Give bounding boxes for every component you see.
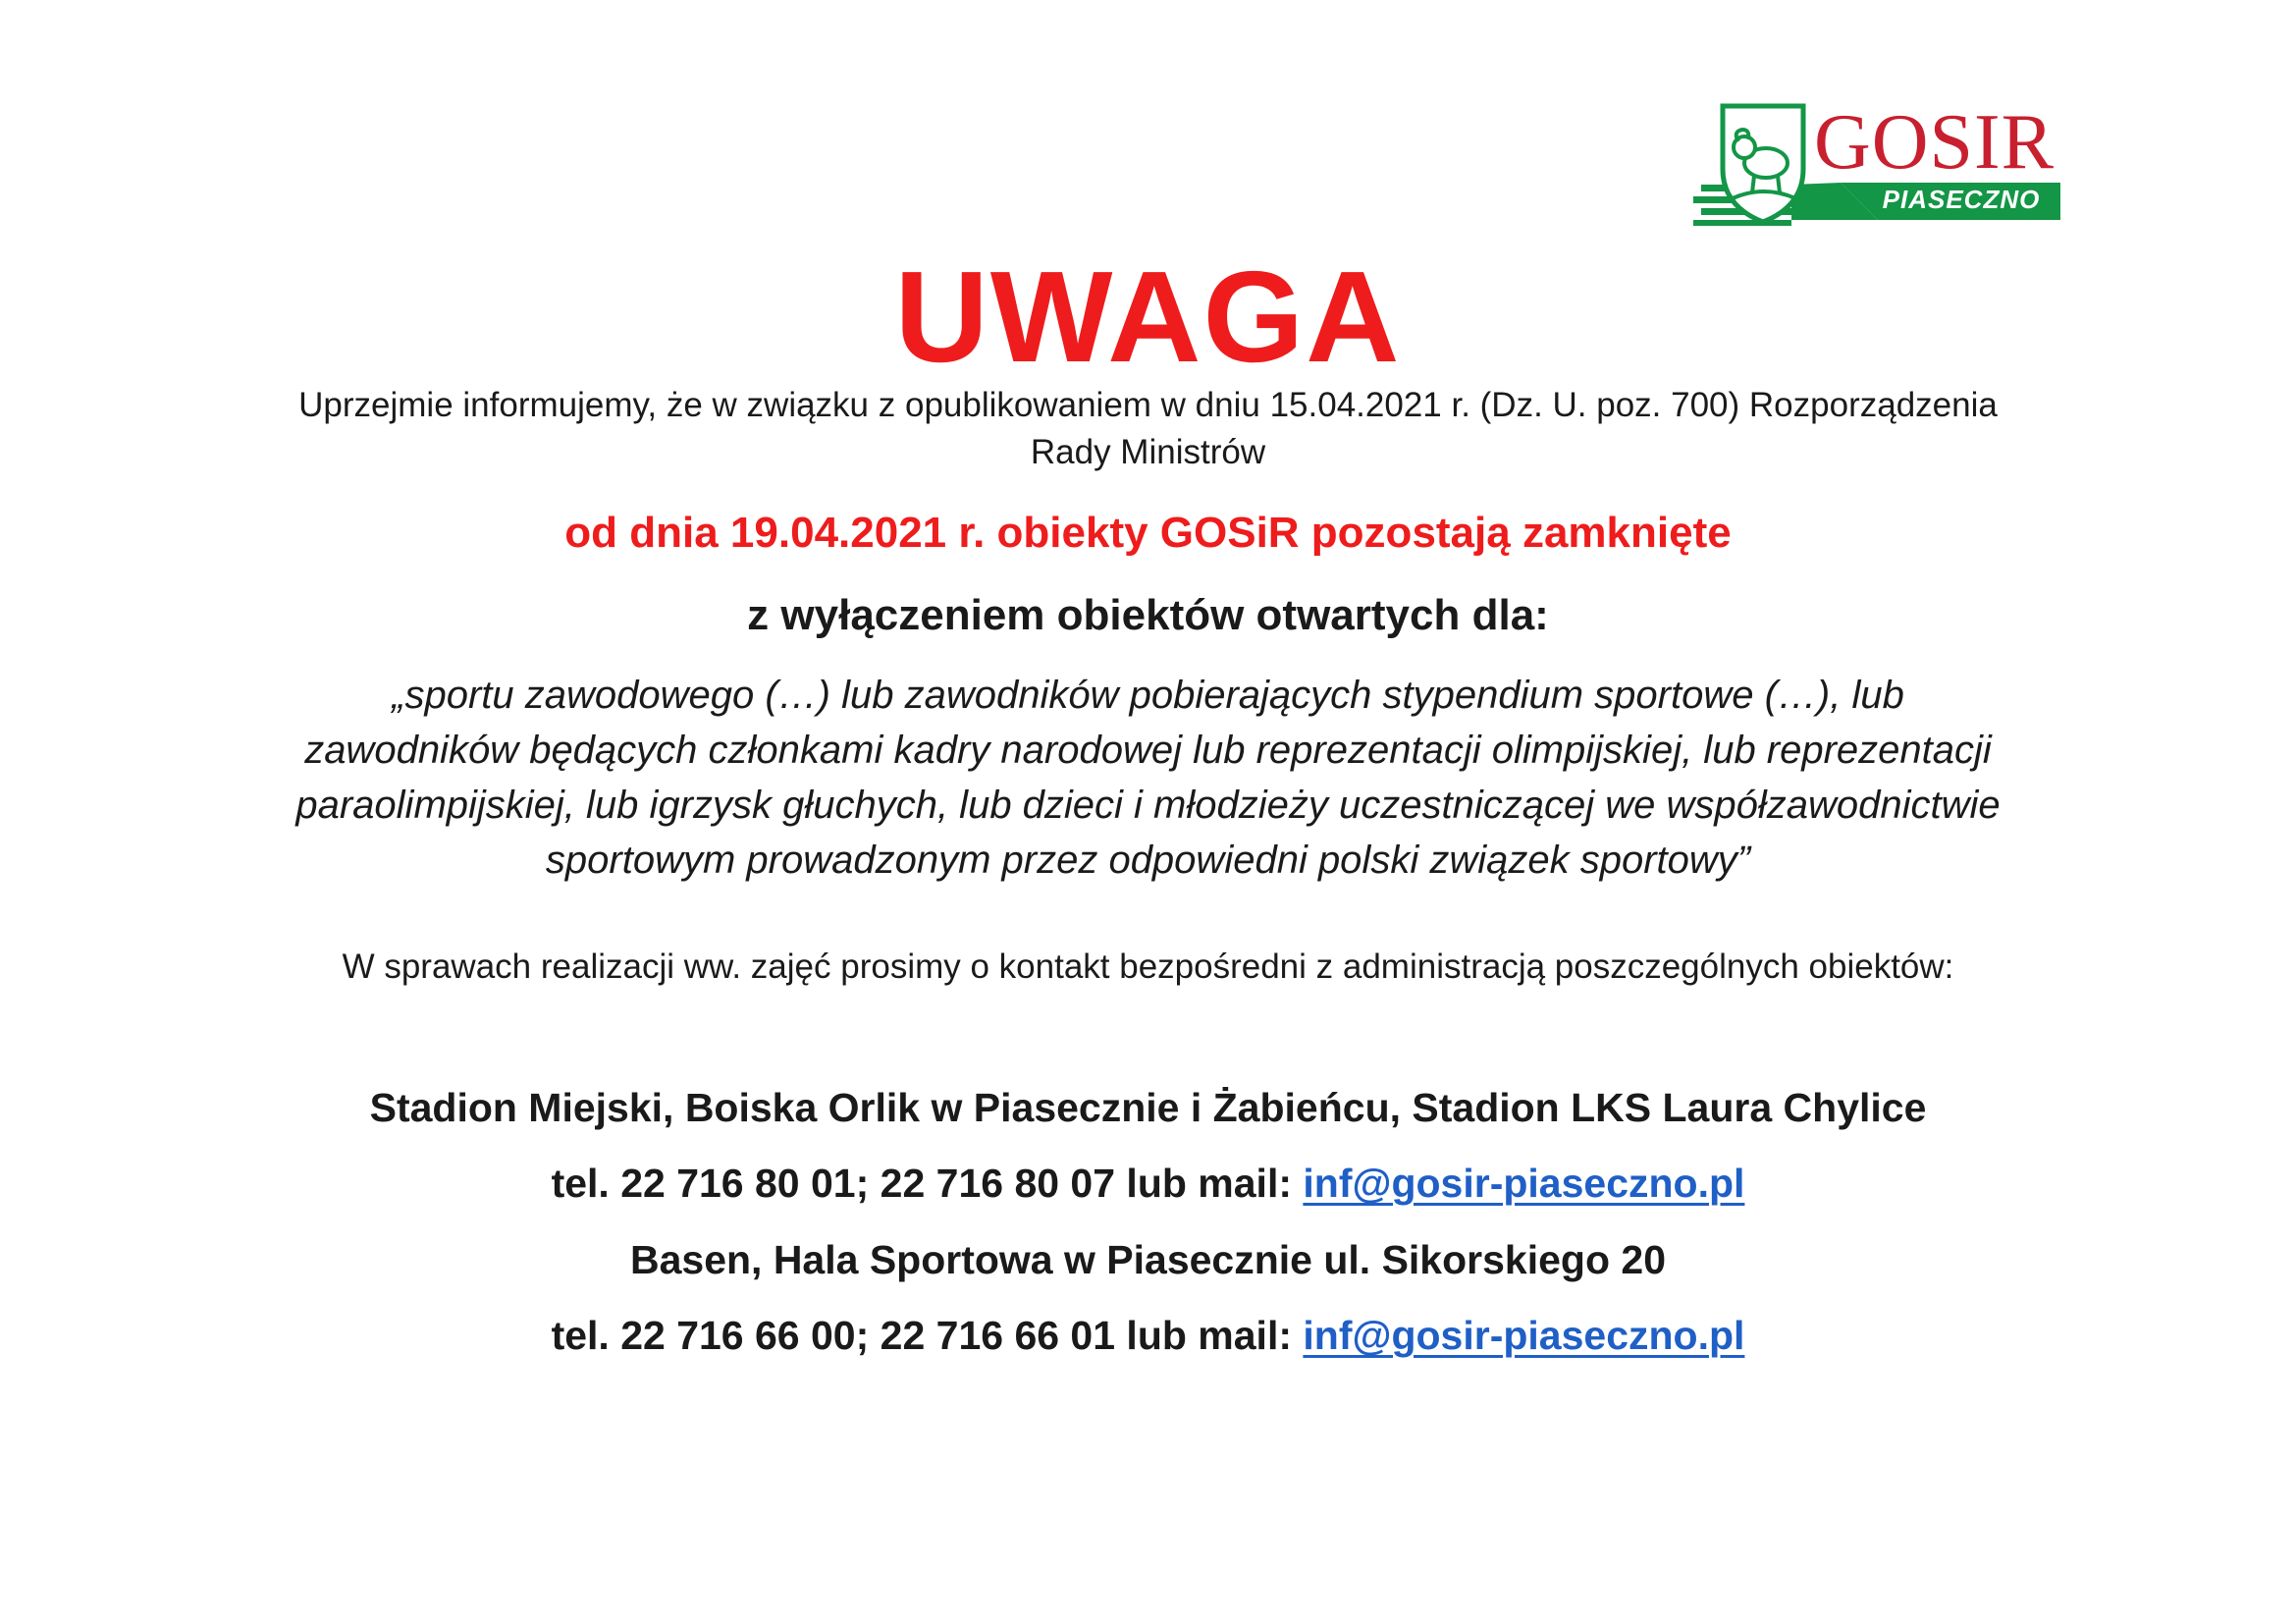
intro-paragraph xyxy=(0,382,2296,476)
headline: UWAGA xyxy=(894,244,1402,389)
quote-line: „sportu zawodowego (…) lub zawodników pobierających stypendium sportowe (…), lub xyxy=(392,674,1904,717)
closure-notice: od dnia 19.04.2021 r. obiekty GOSiR pozostają zamknięte xyxy=(564,509,1732,557)
gosir-logo xyxy=(1693,98,2106,231)
logo-subtitle: PIASECZNO xyxy=(1882,185,2041,214)
email-link[interactable]: inf@gosir-piaseczno.pl xyxy=(1303,1313,1745,1358)
contact-intro: W sprawach realizacji ww. zajęć prosimy o kontakt bezpośredni z administracją poszczególnych obiektów: xyxy=(342,947,1954,986)
facility-name: Stadion Miejski, Boiska Orlik w Piasecznie i Żabieńcu, Stadion LKS Laura Chylice xyxy=(369,1085,1927,1130)
intro-line: Uprzejmie informujemy, że w związku z opublikowaniem w dniu 15.04.2021 r. (Dz. U. poz. 700) Rozporządzenia xyxy=(298,386,1998,424)
facility-contact xyxy=(0,1301,2296,1370)
quote-line: zawodników będących członkami kadry narodowej lub reprezentacji olimpijskiej, lub reprezentacji xyxy=(304,729,1992,772)
facility-phone: tel. 22 716 80 01; 22 716 80 07 lub mail: xyxy=(551,1161,1304,1206)
quote-line: sportowym prowadzonym przez odpowiedni polski związek sportowy” xyxy=(545,839,1751,882)
facility-contact xyxy=(0,1149,2296,1218)
intro-line: Rady Ministrów xyxy=(1030,433,1266,471)
facility-name: Basen, Hala Sportowa w Piasecznie ul. Sikorskiego 20 xyxy=(629,1237,1666,1282)
regulation-quote xyxy=(0,668,2296,888)
logo-wordmark: GOSIR xyxy=(1814,99,2056,186)
email-link[interactable]: inf@gosir-piaseczno.pl xyxy=(1303,1161,1745,1206)
quote-line: paraolimpijskiej, lub igrzysk głuchych, lub dzieci i młodzieży uczestniczącej we współzawodnictwie xyxy=(295,784,2001,827)
exception-heading: z wyłączeniem obiektów otwartych dla: xyxy=(747,591,1549,639)
facility-phone: tel. 22 716 66 00; 22 716 66 01 lub mail: xyxy=(551,1313,1304,1358)
